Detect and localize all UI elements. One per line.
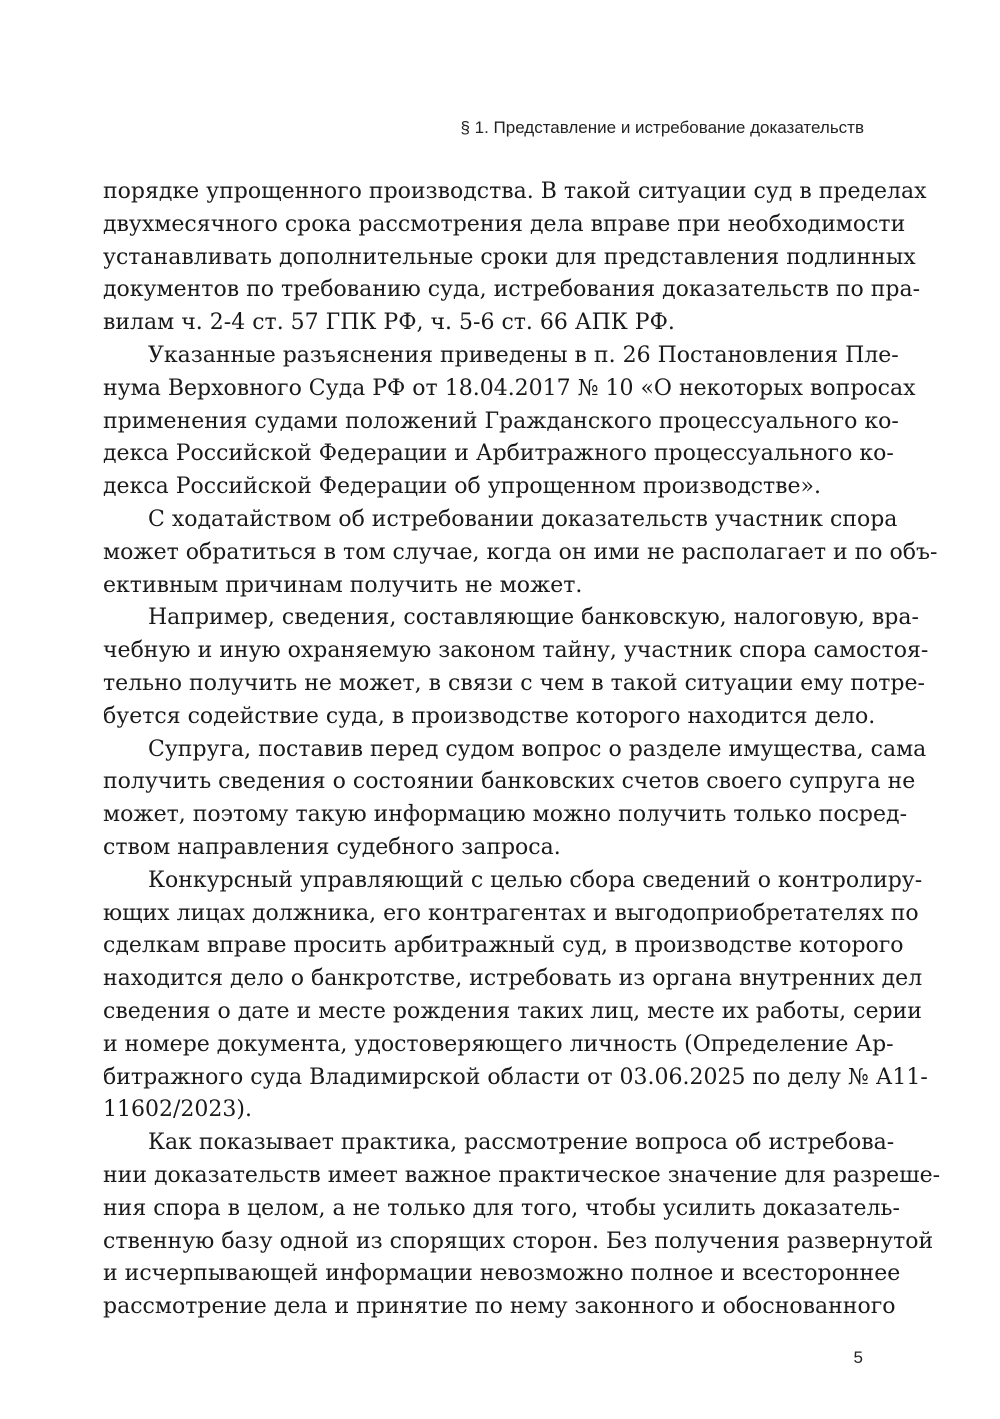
text-line: Как показывает практика, рассмотрение вопроса об истребова- xyxy=(148,1130,895,1156)
text-line: буется содействие суда, в производстве которого находится дело. xyxy=(103,703,876,729)
text-line: чебную и иную охраняемую законом тайну, участник спора самостоя- xyxy=(103,638,929,664)
text-line: битражного суда Владимирской области от 03.06.2025 по делу № А11- xyxy=(103,1064,928,1090)
text-line: устанавливать дополнительные сроки для представления подлинных xyxy=(103,244,916,270)
text-line: Например, сведения, составляющие банковскую, налоговую, вра- xyxy=(148,605,919,631)
text-line: С ходатайством об истребовании доказательств участник спора xyxy=(148,506,898,532)
text-line: декса Российской Федерации об упрощенном производстве». xyxy=(103,474,821,500)
paragraph xyxy=(103,176,927,340)
page-number: 5 xyxy=(853,1348,863,1367)
paragraph xyxy=(103,734,927,865)
text-line: 11602/2023). xyxy=(103,1097,252,1123)
text-line: ственную базу одной из спорящих сторон. Без получения развернутой xyxy=(103,1228,934,1254)
text-line: находится дело о банкротстве, истребовать из органа внутренних дел xyxy=(103,966,923,992)
paragraph xyxy=(103,1127,941,1324)
text-line: и исчерпывающей информации невозможно полное и всестороннее xyxy=(103,1261,901,1287)
paragraph xyxy=(103,865,928,1127)
text-line: порядке упрощенного производства. В такой ситуации суд в пределах xyxy=(103,179,927,204)
text-line: Супруга, поставив перед судом вопрос о разделе имущества, сама xyxy=(148,736,927,762)
text-line: может обратиться в том случае, когда он ими не располагает и по объ- xyxy=(103,539,938,565)
running-header-title: § 1. Представление и истребование доказательств xyxy=(460,118,864,137)
text-line: ективным причинам получить не может. xyxy=(103,572,583,598)
text-line: ния спора в целом, а не только для того, чтобы усилить доказатель- xyxy=(103,1195,900,1221)
text-line: вилам ч. 2-4 ст. 57 ГПК РФ, ч. 5-6 ст. 66 АПК РФ. xyxy=(103,310,675,336)
text-line: ством направления судебного запроса. xyxy=(103,834,561,860)
text-line: и номере документа, удостоверяющего личность (Определение Ар- xyxy=(103,1031,894,1057)
text-line: получить сведения о состоянии банковских счетов своего супруга не xyxy=(103,769,916,795)
text-line: применения судами положений Гражданского процессуального ко- xyxy=(103,408,899,434)
text-line: может, поэтому такую информацию можно получить только посред- xyxy=(103,802,907,828)
text-line: Указанные разъяснения приведены в п. 26 Постановления Пле- xyxy=(148,342,899,368)
text-line: тельно получить не может, в связи с чем в такой ситуации ему потре- xyxy=(103,670,925,696)
paragraph xyxy=(103,504,938,602)
text-line: декса Российской Федерации и Арбитражного процессуального ко- xyxy=(103,441,894,467)
text-line: Конкурсный управляющий с целью сбора сведений о контролиру- xyxy=(148,867,923,893)
text-line: сделкам вправе просить арбитражный суд, в производстве которого xyxy=(103,933,904,959)
text-line: ющих лицах должника, его контрагентах и выгодоприобретателях по xyxy=(103,900,919,926)
text-line: сведения о дате и месте рождения таких лиц, месте их работы, серии xyxy=(103,998,922,1024)
text-line: рассмотрение дела и принятие по нему законного и обоснованного xyxy=(103,1294,896,1320)
text-line: документов по требованию суда, истребования доказательств по пра- xyxy=(103,277,921,303)
text-line: двухмесячного срока рассмотрения дела вправе при необходимости xyxy=(103,211,906,237)
paragraph xyxy=(103,602,929,733)
text-line: нии доказательств имеет важное практическое значение для разреше- xyxy=(103,1162,941,1188)
text-line: нума Верховного Суда РФ от 18.04.2017 № 10 «О некоторых вопросах xyxy=(103,375,916,401)
body-text xyxy=(103,176,941,1324)
paragraph xyxy=(103,340,916,504)
